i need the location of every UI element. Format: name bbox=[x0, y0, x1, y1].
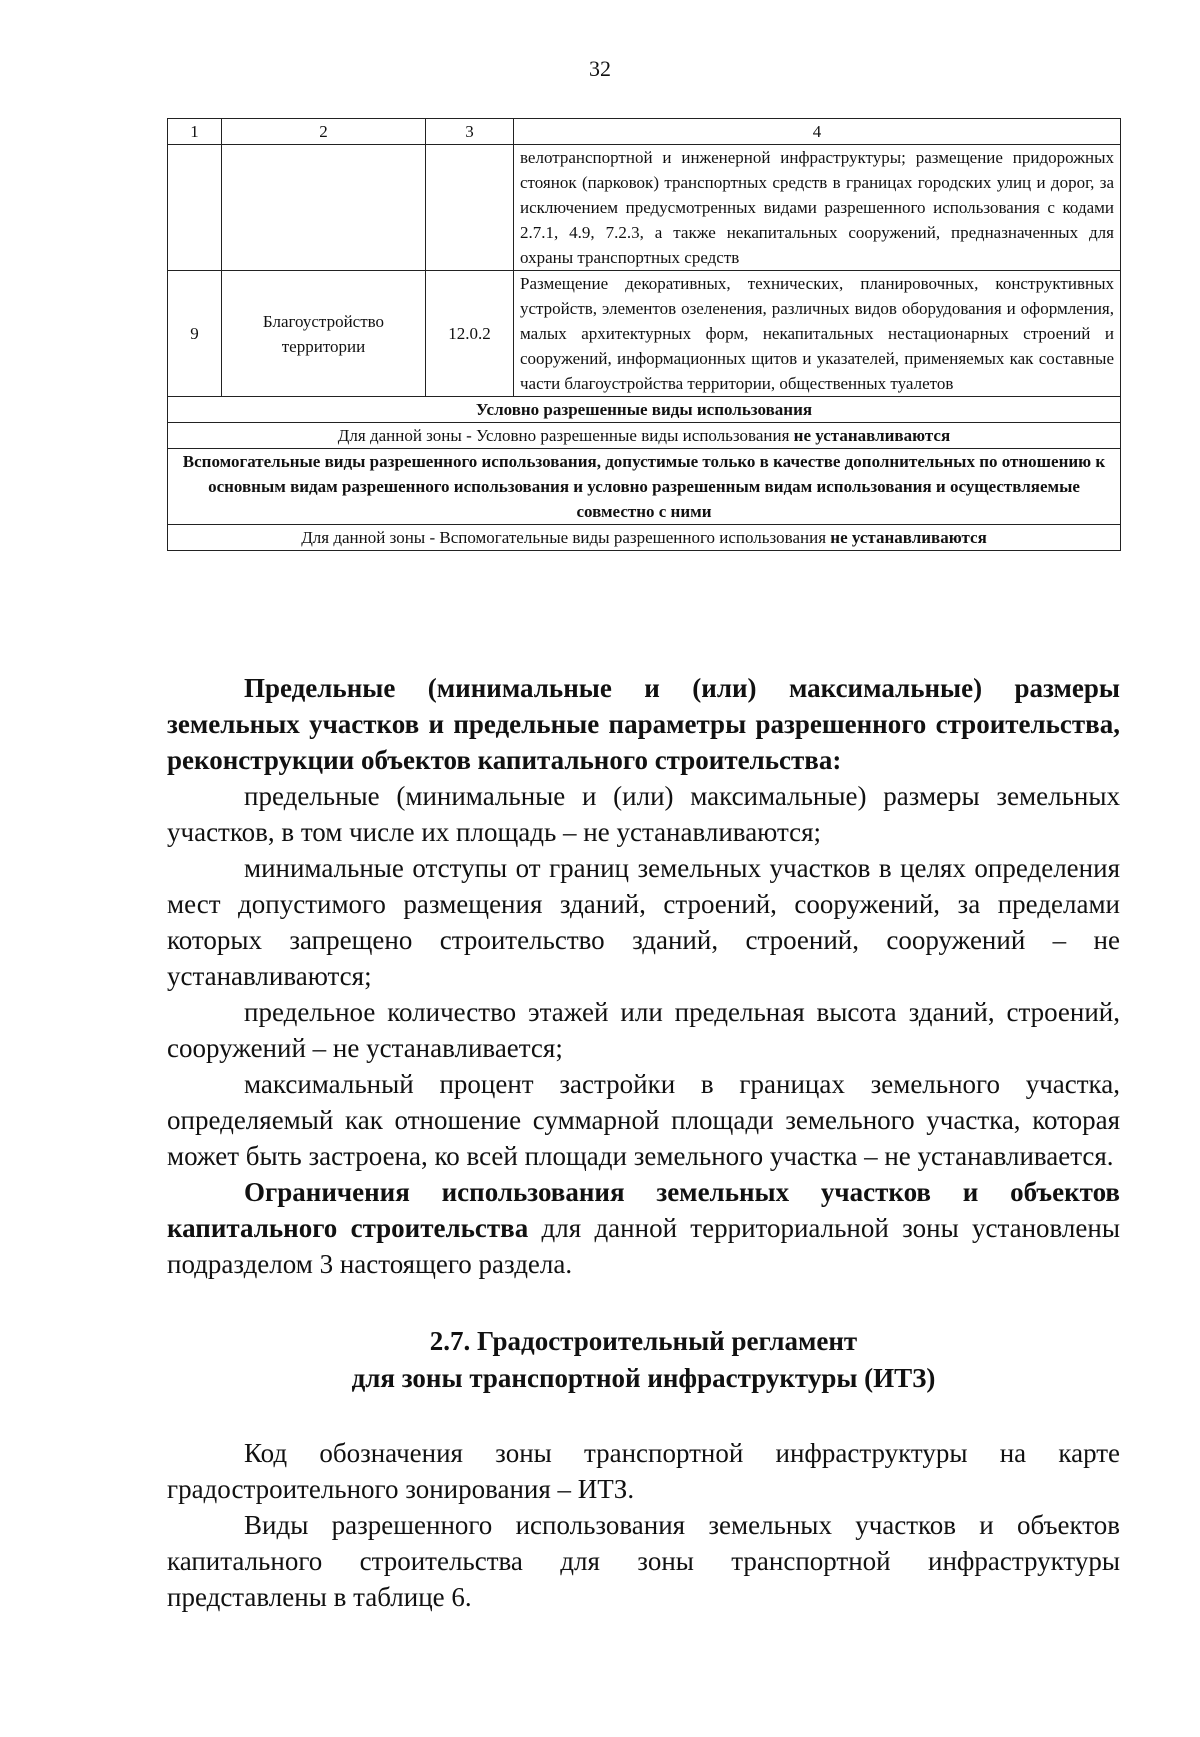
auxiliary-note-text: Для данной зоны - Вспомогательные виды разрешенного использования bbox=[301, 528, 831, 547]
table-header-row bbox=[168, 119, 1121, 145]
conditional-uses-note bbox=[168, 423, 1121, 449]
auxiliary-note-emphasis: не устанавливаются bbox=[830, 528, 987, 547]
conditional-header-row bbox=[168, 397, 1121, 423]
restrictions-text: для данной территориальной зоны установлены подразделом 3 настоящего раздела. bbox=[167, 1213, 1120, 1279]
table-row-continued bbox=[168, 145, 1121, 271]
limits-paragraph-floors: предельное количество этажей или предельная высота зданий, строений, сооружений – не устанавливается; bbox=[167, 997, 1120, 1063]
page-number: 32 bbox=[589, 56, 611, 81]
zone-code-paragraph: Код обозначения зоны транспортной инфраструктуры на карте градостроительного зонирования – ИТЗ. bbox=[167, 1438, 1120, 1504]
column-header: 3 bbox=[426, 119, 514, 145]
restrictions-paragraph bbox=[167, 1174, 1120, 1282]
use-types-paragraph: Виды разрешенного использования земельных участков и объектов капитального строительства для зоны транспортной инфраструктуры представлены в таблице 6. bbox=[167, 1510, 1120, 1612]
conditional-note-emphasis: не устанавливаются bbox=[793, 426, 951, 445]
auxiliary-uses-note bbox=[168, 525, 1121, 551]
limits-heading: Предельные (минимальные и (или) максимальные) размеры земельных участков и предельные параметры разрешенного строительства, реконструкции объектов капитального строительства: bbox=[167, 673, 1120, 775]
restrictions-emphasis: Ограничения использования земельных участков и объектов капитального строительства bbox=[167, 1177, 1120, 1243]
use-type-code: 12.0.2 bbox=[426, 271, 514, 397]
auxiliary-header-row bbox=[168, 449, 1121, 525]
use-type-name: Благоустройство территории bbox=[222, 271, 426, 397]
row-number: 9 bbox=[168, 271, 222, 397]
use-type-description: Размещение декоративных, технических, планировочных, конструктивных устройств, элементов озеленения, различных видов оборудования и оформления, малых архитектурных форм, некапитальных нестационарных строений и сооружений, информационных щитов и указателей, применяемых как составные части благоустройства территории, общественных туалетов bbox=[514, 271, 1121, 397]
conditional-note-text: Для данной зоны - Условно разрешенные виды использования bbox=[337, 426, 794, 445]
limits-paragraph-plot-size: предельные (минимальные и (или) максимальные) размеры земельных участков, в том числе их площадь – не устанавливаются; bbox=[167, 781, 1120, 847]
document-body bbox=[167, 670, 1120, 1615]
continued-description: велотранспортной и инженерной инфраструктуры; размещение придорожных стоянок (парковок) транспортных средств в границах городских улиц и дорог, за исключением предусмотренных видами разрешенного использования с кодами 2.7.1, 4.9, 7.2.3, а также некапитальных сооружений, предназначенных для охраны транспортных средств bbox=[514, 145, 1121, 271]
column-header: 1 bbox=[168, 119, 222, 145]
land-use-table bbox=[167, 118, 1121, 551]
section-title-line: для зоны транспортной инфраструктуры (ИТЗ) bbox=[351, 1363, 936, 1393]
limits-paragraph-coverage: максимальный процент застройки в границах земельного участка, определяемый как отношение суммарной площади земельного участка, которая может быть застроена, ко всей площади земельного участка – не устанавливается. bbox=[167, 1069, 1120, 1171]
column-header: 2 bbox=[222, 119, 426, 145]
conditional-note-row bbox=[168, 423, 1121, 449]
section-title-line: 2.7. Градостроительный регламент bbox=[429, 1326, 858, 1356]
empty-cell bbox=[168, 145, 222, 271]
auxiliary-note-row bbox=[168, 525, 1121, 551]
table-row-9 bbox=[168, 271, 1121, 397]
empty-cell bbox=[222, 145, 426, 271]
limits-paragraph-setbacks: минимальные отступы от границ земельных участков в целях определения мест допустимого размещения зданий, строений, сооружений, за пределами которых запрещено строительство зданий, строений, сооружений – не устанавливаются; bbox=[167, 853, 1120, 991]
column-header: 4 bbox=[514, 119, 1121, 145]
empty-cell bbox=[426, 145, 514, 271]
auxiliary-uses-header: Вспомогательные виды разрешенного использования, допустимые только в качестве дополнительных по отношению к основным видам разрешенного использования и условно разрешенным видам использования и осуществляемые совместно с ними bbox=[168, 449, 1121, 525]
conditional-uses-header: Условно разрешенные виды использования bbox=[168, 397, 1121, 423]
section-title bbox=[167, 1323, 1120, 1397]
